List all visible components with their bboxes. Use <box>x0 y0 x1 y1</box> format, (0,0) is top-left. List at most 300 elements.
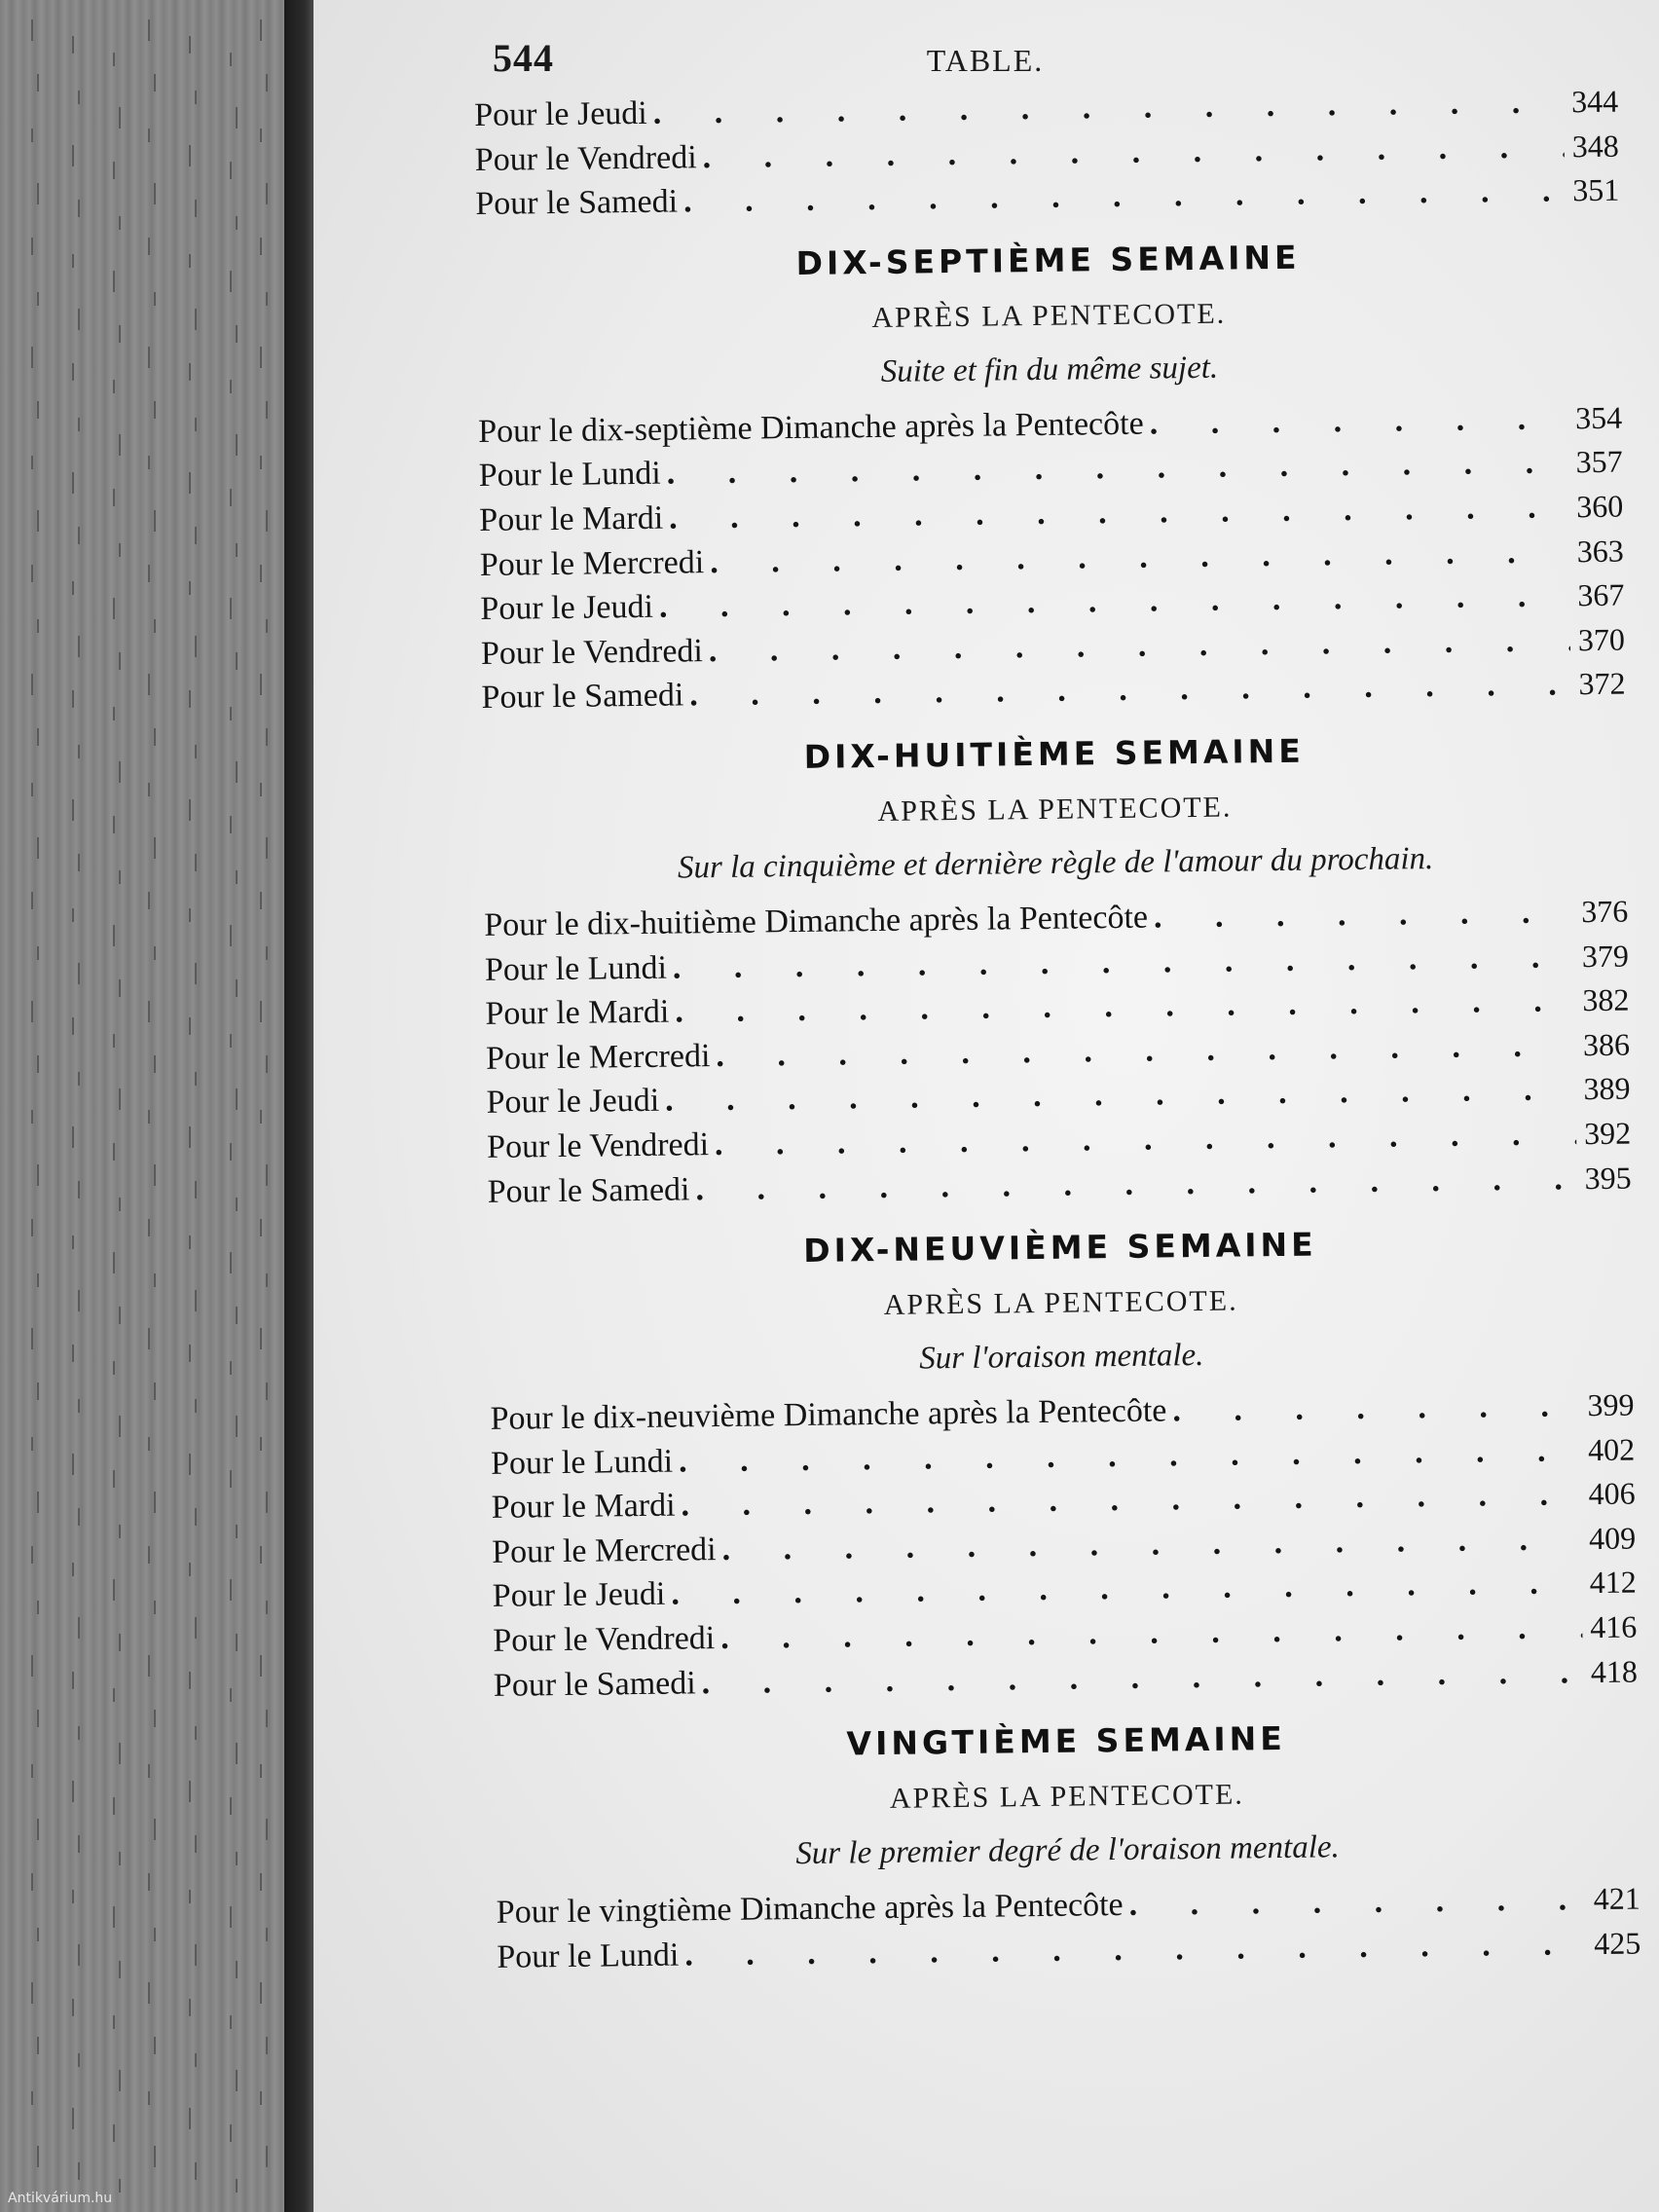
entry-page: 376 <box>1581 893 1629 930</box>
spine-texture-mark <box>189 1999 191 2016</box>
spine-texture-mark <box>119 1198 121 1211</box>
spine-texture-mark <box>236 1743 238 1764</box>
spine-texture-mark <box>148 19 150 41</box>
spine-texture-mark <box>195 963 197 984</box>
spine-texture-mark <box>266 1273 268 1287</box>
spine-texture-mark <box>148 1328 150 1349</box>
spine-texture-mark <box>266 2037 268 2054</box>
spine-texture-mark <box>260 1764 262 1778</box>
spine-texture-mark <box>78 91 80 104</box>
spine-texture-mark <box>266 292 268 306</box>
week-section <box>482 719 1632 1218</box>
spine-texture-mark <box>189 1890 191 1903</box>
spine-texture-mark <box>154 619 156 633</box>
section-subtitle: APRÈS LA PENTECOTE. <box>883 1284 1238 1322</box>
spine-texture-mark <box>195 418 197 431</box>
spine-texture-mark <box>236 1852 238 1865</box>
spine-texture-mark <box>189 1235 191 1249</box>
spine-texture-mark <box>113 1688 115 1702</box>
spine-texture-mark <box>236 543 238 557</box>
spine-texture-mark <box>37 401 39 419</box>
spine-texture-mark <box>37 510 39 532</box>
spine-texture-mark <box>72 1890 74 1903</box>
spine-texture-mark <box>78 1181 80 1198</box>
spine-texture-mark <box>260 347 262 368</box>
spine-texture-mark <box>31 129 33 142</box>
spine-texture-mark <box>260 456 262 469</box>
spine-texture-mark <box>154 1928 156 1941</box>
page-header <box>313 35 1659 84</box>
spine-texture-mark <box>31 1001 33 1022</box>
spine-texture-mark <box>78 1617 80 1639</box>
spine-texture-mark <box>154 183 156 204</box>
entry-label: Pour le Vendredi <box>486 1126 710 1165</box>
entry-page: 360 <box>1575 488 1624 525</box>
spine-texture-mark <box>37 1492 39 1513</box>
spine-texture-mark <box>195 636 197 657</box>
spine-texture-mark <box>31 456 33 469</box>
spine-texture-mark <box>78 527 80 544</box>
spine-texture-mark <box>266 510 268 532</box>
spine-texture-mark <box>113 489 115 506</box>
spine-texture-mark <box>31 1982 33 2004</box>
spine-texture-mark <box>266 1492 268 1513</box>
spine-texture-mark <box>195 200 197 217</box>
spine-texture-mark <box>72 1454 74 1475</box>
spine-texture-mark <box>119 1416 121 1437</box>
spine-texture-mark <box>78 1072 80 1086</box>
section-entries <box>478 399 1626 723</box>
spine-texture-mark <box>113 816 115 833</box>
spine-texture-mark <box>266 946 268 960</box>
spine-texture-mark <box>154 2037 156 2054</box>
spine-texture-mark <box>260 1437 262 1451</box>
entry-page: 395 <box>1584 1160 1632 1196</box>
spine-texture-mark <box>195 1290 197 1311</box>
spine-texture-mark <box>113 1361 115 1375</box>
spine-texture-mark <box>230 2124 232 2142</box>
spine-texture-mark <box>230 1579 232 1601</box>
spine-texture-mark <box>154 1164 156 1186</box>
spine-texture-mark <box>230 707 232 720</box>
spine-texture-mark <box>113 1034 115 1048</box>
spine-texture-mark <box>266 1928 268 1941</box>
spine-texture-mark <box>37 1055 39 1073</box>
spine-texture-mark <box>195 2162 197 2180</box>
spine-texture-mark <box>236 2179 238 2193</box>
spine-texture-mark <box>154 401 156 419</box>
spine-texture-mark <box>154 74 156 92</box>
dot-leader <box>1154 894 1574 936</box>
spine-texture-mark <box>230 1143 232 1161</box>
spine-texture-mark <box>148 1219 150 1236</box>
book-spine <box>0 0 284 2212</box>
spine-texture-mark <box>37 292 39 306</box>
spine-texture-mark <box>236 870 238 884</box>
spine-texture-mark <box>148 1001 150 1022</box>
spine-texture-mark <box>148 892 150 909</box>
spine-texture-mark <box>78 1290 80 1311</box>
spine-texture-mark <box>154 1382 156 1400</box>
spine-texture-mark <box>113 598 115 619</box>
entry-label: Pour le dix-neuvième Dimanche après la Pentecôte <box>490 1392 1167 1437</box>
spine-texture-mark <box>154 1273 156 1287</box>
entry-page: 409 <box>1588 1520 1637 1556</box>
spine-texture-mark <box>72 363 74 381</box>
entry-page: 406 <box>1588 1475 1636 1512</box>
spine-texture-mark <box>266 1819 268 1840</box>
spine-texture-mark <box>78 200 80 217</box>
spine-texture-mark <box>37 1382 39 1400</box>
spine-texture-mark <box>266 619 268 633</box>
spine-texture-mark <box>72 36 74 54</box>
spine-texture-mark <box>37 183 39 204</box>
spine-texture-mark <box>230 489 232 506</box>
spine-texture-mark <box>266 1164 268 1186</box>
spine-texture-mark <box>72 908 74 922</box>
section-subtitle: APRÈS LA PENTECOTE. <box>871 297 1227 334</box>
spine-texture-mark <box>78 963 80 984</box>
spine-texture-mark <box>119 1088 121 1110</box>
entry-label: Pour le Lundi <box>478 456 661 495</box>
spine-texture-mark <box>119 107 121 129</box>
spine-texture-mark <box>78 1726 80 1740</box>
spine-texture-mark <box>236 1307 238 1324</box>
spine-texture-mark <box>154 510 156 532</box>
spine-texture-mark <box>113 380 115 393</box>
spine-texture-mark <box>37 1601 39 1614</box>
spine-texture-mark <box>195 2053 197 2067</box>
spine-texture-mark <box>260 1110 262 1124</box>
spine-texture-mark <box>148 565 150 582</box>
entry-page: 418 <box>1590 1653 1639 1689</box>
spine-texture-mark <box>230 1361 232 1375</box>
spine-texture-mark <box>78 1508 80 1526</box>
spine-texture-mark <box>189 690 191 708</box>
spine-texture-mark <box>113 162 115 179</box>
spine-texture-mark <box>113 1906 115 1928</box>
spine-texture-mark <box>72 1563 74 1576</box>
spine-texture-mark <box>154 946 156 960</box>
spine-texture-mark <box>189 145 191 166</box>
spine-texture-mark <box>266 728 268 746</box>
spine-texture-mark <box>37 619 39 633</box>
spine-texture-mark <box>266 74 268 92</box>
page-gutter <box>284 0 313 2212</box>
spine-texture-mark <box>72 690 74 708</box>
spine-texture-mark <box>72 2108 74 2129</box>
spine-texture-mark <box>230 2015 232 2029</box>
spine-texture-mark <box>189 1781 191 1802</box>
entry-label: Pour le Jeudi <box>480 588 654 628</box>
spine-texture-mark <box>113 1470 115 1488</box>
spine-texture-mark <box>230 1034 232 1048</box>
entry-label: Pour le Samedi <box>487 1170 690 1210</box>
spine-texture-mark <box>113 1143 115 1161</box>
spine-texture-mark <box>37 1819 39 1840</box>
spine-texture-mark <box>148 1546 150 1564</box>
spine-texture-mark <box>195 1617 197 1639</box>
spine-texture-mark <box>119 652 121 670</box>
book-page <box>313 0 1659 2212</box>
dot-leader <box>653 84 1565 131</box>
spine-texture-mark <box>236 1416 238 1437</box>
spine-texture-mark <box>195 1399 197 1413</box>
spine-texture-mark <box>148 783 150 796</box>
spine-texture-mark <box>78 745 80 758</box>
entry-page: 392 <box>1583 1115 1632 1152</box>
spine-texture-mark <box>148 1982 150 2004</box>
spine-texture-mark <box>266 837 268 859</box>
spine-texture-mark <box>189 472 191 494</box>
entry-page: 412 <box>1589 1565 1637 1601</box>
spine-texture-mark <box>236 652 238 670</box>
section-topic: Sur la cinquième et dernière règle de l'amour du prochain. <box>677 840 1434 886</box>
spine-texture-mark <box>154 2146 156 2167</box>
spine-texture-mark <box>37 946 39 960</box>
entry-page: 421 <box>1593 1880 1641 1917</box>
entry-label: Pour le Lundi <box>497 1936 680 1975</box>
spine-texture-mark <box>72 254 74 268</box>
spine-texture-mark <box>148 674 150 695</box>
spine-texture-mark <box>119 1852 121 1865</box>
spine-texture-mark <box>113 271 115 292</box>
spine-texture-mark <box>78 1399 80 1413</box>
entry-label: Pour le Vendredi <box>480 632 704 672</box>
spine-texture-mark <box>78 309 80 330</box>
entry-page: 402 <box>1587 1431 1636 1467</box>
week-section <box>494 1706 1641 1984</box>
spine-texture-mark <box>230 598 232 619</box>
entry-page: 425 <box>1594 1925 1641 1961</box>
spine-texture-mark <box>37 728 39 746</box>
section-entries <box>490 1387 1638 1712</box>
spine-texture-mark <box>154 1710 156 1727</box>
spine-texture-mark <box>260 1546 262 1564</box>
spine-texture-mark <box>78 1835 80 1853</box>
section-entries <box>484 894 1632 1218</box>
spine-texture-mark <box>230 925 232 946</box>
spine-texture-mark <box>266 1055 268 1073</box>
spine-texture-mark <box>230 1470 232 1488</box>
entry-page: 363 <box>1576 533 1624 569</box>
spine-texture-mark <box>148 2091 150 2105</box>
spine-texture-mark <box>236 2070 238 2091</box>
spine-texture-mark <box>31 19 33 41</box>
entry-label: Pour le Mardi <box>479 499 664 538</box>
entry-page: 357 <box>1575 443 1623 480</box>
table-of-contents <box>474 80 1659 1984</box>
spine-texture-mark <box>266 401 268 419</box>
spine-texture-mark <box>72 1126 74 1148</box>
entry-label: Pour le Mardi <box>485 993 670 1033</box>
entry-label: Pour le Samedi <box>475 183 679 223</box>
entry-label: Pour le vingtième Dimanche après la Pentecôte <box>496 1887 1124 1932</box>
spine-texture-mark <box>113 1579 115 1601</box>
spine-texture-mark <box>230 816 232 833</box>
spine-texture-mark <box>154 1055 156 1073</box>
spine-texture-mark <box>78 418 80 431</box>
spine-texture-mark <box>119 870 121 884</box>
spine-texture-mark <box>195 1072 197 1086</box>
spine-texture-mark <box>260 238 262 255</box>
spine-texture-mark <box>260 129 262 142</box>
spine-texture-mark <box>31 238 33 255</box>
spine-texture-mark <box>119 1743 121 1764</box>
spine-texture-mark <box>266 2146 268 2167</box>
spine-texture-mark <box>72 1672 74 1689</box>
entry-label: Pour le Mercredi <box>479 543 705 583</box>
section-topic: Sur l'oraison mentale. <box>919 1338 1204 1377</box>
spine-texture-mark <box>154 728 156 746</box>
spine-texture-mark <box>113 1252 115 1273</box>
spine-texture-mark <box>260 1328 262 1349</box>
watermark: Antikvárium.hu <box>8 2191 113 2206</box>
entry-label: Pour le Lundi <box>484 949 668 988</box>
spine-texture-mark <box>119 1634 121 1651</box>
spine-texture-mark <box>37 2037 39 2054</box>
spine-texture-mark <box>37 2146 39 2167</box>
entry-page: 370 <box>1577 621 1626 657</box>
spine-texture-mark <box>78 636 80 657</box>
entry-label: Pour le dix-huitième Dimanche après la Pentecôte <box>484 899 1149 943</box>
section-title: DIX-NEUVIÈME SEMAINE <box>803 1225 1317 1271</box>
spine-texture-mark <box>189 1454 191 1475</box>
spine-texture-mark <box>31 1328 33 1349</box>
spine-texture-mark <box>31 565 33 582</box>
spine-texture-mark <box>189 363 191 381</box>
spine-texture-mark <box>230 380 232 393</box>
spine-texture-mark <box>78 2162 80 2180</box>
spine-texture-mark <box>266 1601 268 1614</box>
spine-texture-mark <box>78 1944 80 1966</box>
spine-texture-mark <box>236 216 238 230</box>
spine-texture-mark <box>148 1655 150 1677</box>
spine-texture-mark <box>37 1164 39 1186</box>
section-title: VINGTIÈME SEMAINE <box>846 1719 1287 1763</box>
spine-texture-mark <box>72 581 74 595</box>
spine-texture-mark <box>260 892 262 909</box>
spine-texture-mark <box>189 1345 191 1362</box>
spine-texture-mark <box>37 74 39 92</box>
spine-texture-mark <box>230 1797 232 1815</box>
entry-page: 344 <box>1570 83 1619 120</box>
spine-texture-mark <box>119 979 121 997</box>
entry-label: Pour le Jeudi <box>474 94 647 133</box>
spine-texture-mark <box>148 456 150 469</box>
spine-texture-mark <box>31 1873 33 1891</box>
spine-texture-mark <box>78 2053 80 2067</box>
entry-label: Pour le dix-septième Dimanche après la Pentecôte <box>477 405 1144 450</box>
entry-page: 354 <box>1574 399 1623 435</box>
spine-texture-mark <box>189 254 191 268</box>
section-topic: Suite et fin du même sujet. <box>880 350 1219 389</box>
entry-page: 382 <box>1582 981 1630 1018</box>
spine-texture-mark <box>31 1764 33 1778</box>
spine-texture-mark <box>113 925 115 946</box>
spine-texture-mark <box>37 1928 39 1941</box>
spine-texture-mark <box>189 1126 191 1148</box>
spine-texture-mark <box>113 2015 115 2029</box>
spine-texture-mark <box>236 325 238 343</box>
spine-texture-mark <box>195 309 197 330</box>
spine-texture-mark <box>148 129 150 142</box>
spine-texture-mark <box>154 1819 156 1840</box>
spine-texture-mark <box>119 2070 121 2091</box>
section-subtitle: APRÈS LA PENTECOTE. <box>889 1778 1244 1816</box>
spine-texture-mark <box>72 1999 74 2016</box>
spine-texture-mark <box>113 1797 115 1815</box>
spine-texture-mark <box>154 837 156 859</box>
spine-texture-mark <box>230 1252 232 1273</box>
entry-label: Pour le Samedi <box>493 1664 696 1704</box>
spine-texture-mark <box>113 707 115 720</box>
page-number: 544 <box>493 36 554 80</box>
spine-texture-mark <box>195 745 197 758</box>
spine-texture-mark <box>266 1382 268 1400</box>
spine-texture-mark <box>230 162 232 179</box>
spine-texture-mark <box>189 1672 191 1689</box>
spine-texture-mark <box>236 434 238 456</box>
spine-texture-mark <box>31 892 33 909</box>
entry-page: 351 <box>1572 171 1620 208</box>
spine-texture-mark <box>148 1873 150 1891</box>
spine-texture-mark <box>195 854 197 871</box>
spine-texture-mark <box>154 1492 156 1513</box>
spine-texture-mark <box>189 799 191 821</box>
entry-label: Pour le Lundi <box>490 1443 674 1482</box>
spine-texture-mark <box>236 1961 238 1978</box>
spine-texture-mark <box>72 799 74 821</box>
spine-texture-mark <box>119 761 121 783</box>
spine-texture-mark <box>31 1110 33 1124</box>
section-title: DIX-HUITIÈME SEMAINE <box>803 731 1306 776</box>
spine-texture-mark <box>189 36 191 54</box>
spine-texture-mark <box>119 434 121 456</box>
entry-page: 386 <box>1582 1026 1631 1062</box>
spine-texture-mark <box>230 271 232 292</box>
spine-texture-mark <box>195 1181 197 1198</box>
section-subtitle: APRÈS LA PENTECOTE. <box>877 791 1233 828</box>
spine-texture-mark <box>189 1017 191 1035</box>
spine-texture-mark <box>148 238 150 255</box>
spine-texture-mark <box>31 1546 33 1564</box>
spine-texture-mark <box>31 2091 33 2105</box>
spine-texture-mark <box>195 1944 197 1966</box>
spine-texture-mark <box>230 1688 232 1702</box>
spine-texture-mark <box>230 1906 232 1928</box>
spine-texture-mark <box>113 53 115 66</box>
entry-page: 372 <box>1578 665 1626 702</box>
running-title: TABLE. <box>926 43 1045 78</box>
spine-texture-mark <box>260 1219 262 1236</box>
spine-texture-mark <box>72 472 74 494</box>
spine-texture-mark <box>31 1219 33 1236</box>
section-title: DIX-SEPTIÈME SEMAINE <box>795 238 1301 282</box>
spine-texture-mark <box>31 674 33 695</box>
spine-texture-mark <box>148 1437 150 1451</box>
spine-texture-mark <box>260 1655 262 1677</box>
spine-texture-mark <box>195 527 197 544</box>
spine-texture-mark <box>119 325 121 343</box>
spine-texture-mark <box>37 1710 39 1727</box>
spine-texture-mark <box>148 1764 150 1778</box>
spine-texture-mark <box>236 1634 238 1651</box>
spine-texture-mark <box>189 1563 191 1576</box>
spine-texture-mark <box>148 1110 150 1124</box>
continued-entries <box>474 84 1620 231</box>
spine-texture-mark <box>148 347 150 368</box>
